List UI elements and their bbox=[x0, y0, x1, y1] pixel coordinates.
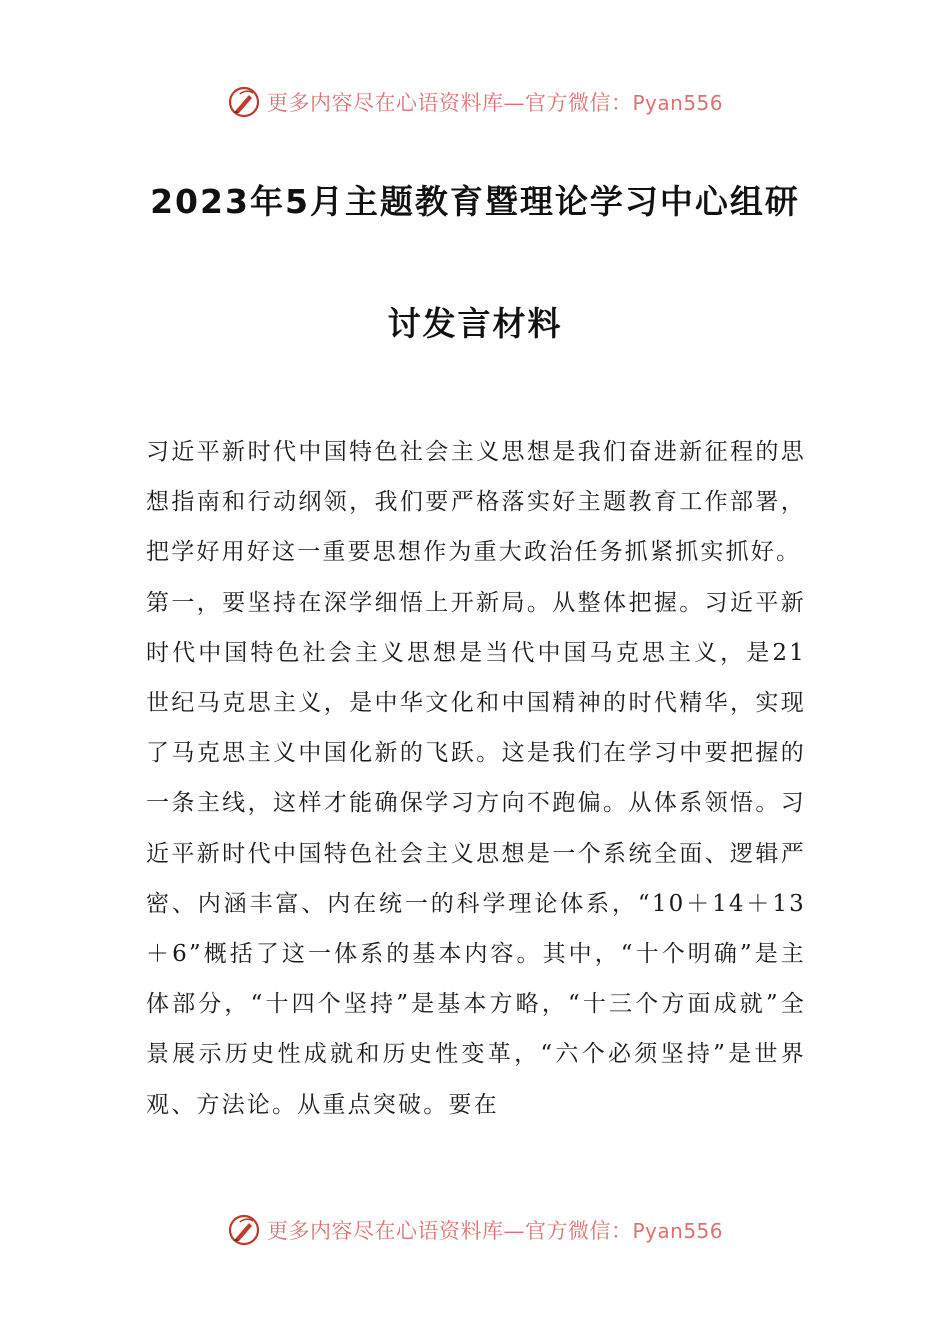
watermark-text: 更多内容尽在心语资料库—官方微信： bbox=[266, 91, 633, 115]
paragraph: 习近平新时代中国特色社会主义思想是我们奋进新征程的思想指南和行动纲领，我们要严格落实好主题教育工作部署，把学好用好这一重要思想作为重大政治任务抓紧抓实抓好。 bbox=[146, 439, 806, 566]
pen-logo-icon bbox=[227, 85, 261, 119]
watermark-text: 更多内容尽在心语资料库—官方微信： bbox=[266, 1219, 633, 1243]
watermark-id: Pyan556 bbox=[632, 91, 723, 115]
watermark-id: Pyan556 bbox=[632, 1219, 723, 1243]
paragraph: 第一，要坚持在深学细悟上开新局。从整体把握。习近平新时代中国特色社会主义思想是当代中国马克思主义，是21世纪马克思主义，是中华文化和中国精神的时代精华，实现了马克思主义中国化新的飞跃。这是我们在学习中要把握的一条主线，这样才能确保学习方向不跑偏。从体系领悟。习近平新时代中国特色社会主义思想是一个系统全面、逻辑严密、内涵丰富、内在统一的科学理论体系，“10＋14＋13＋6”概括了这一体系的基本内容。其中，“十个明确”是主体部分，“十四个坚持”是基本方略，“十三个方面成就”全景展示历史性成就和历史性变革，“六个必须坚持”是世界观、方法论。从重点突破。要在 bbox=[146, 589, 806, 1118]
pen-logo-icon bbox=[227, 1213, 261, 1247]
document-title-line2: 讨发言材料 bbox=[387, 304, 563, 343]
watermark-banner-bottom bbox=[0, 1210, 950, 1250]
document-title-line1: 2023年5月主题教育暨理论学习中心组研 bbox=[150, 182, 800, 221]
watermark-banner-top bbox=[0, 82, 950, 122]
document-body bbox=[146, 427, 806, 1130]
